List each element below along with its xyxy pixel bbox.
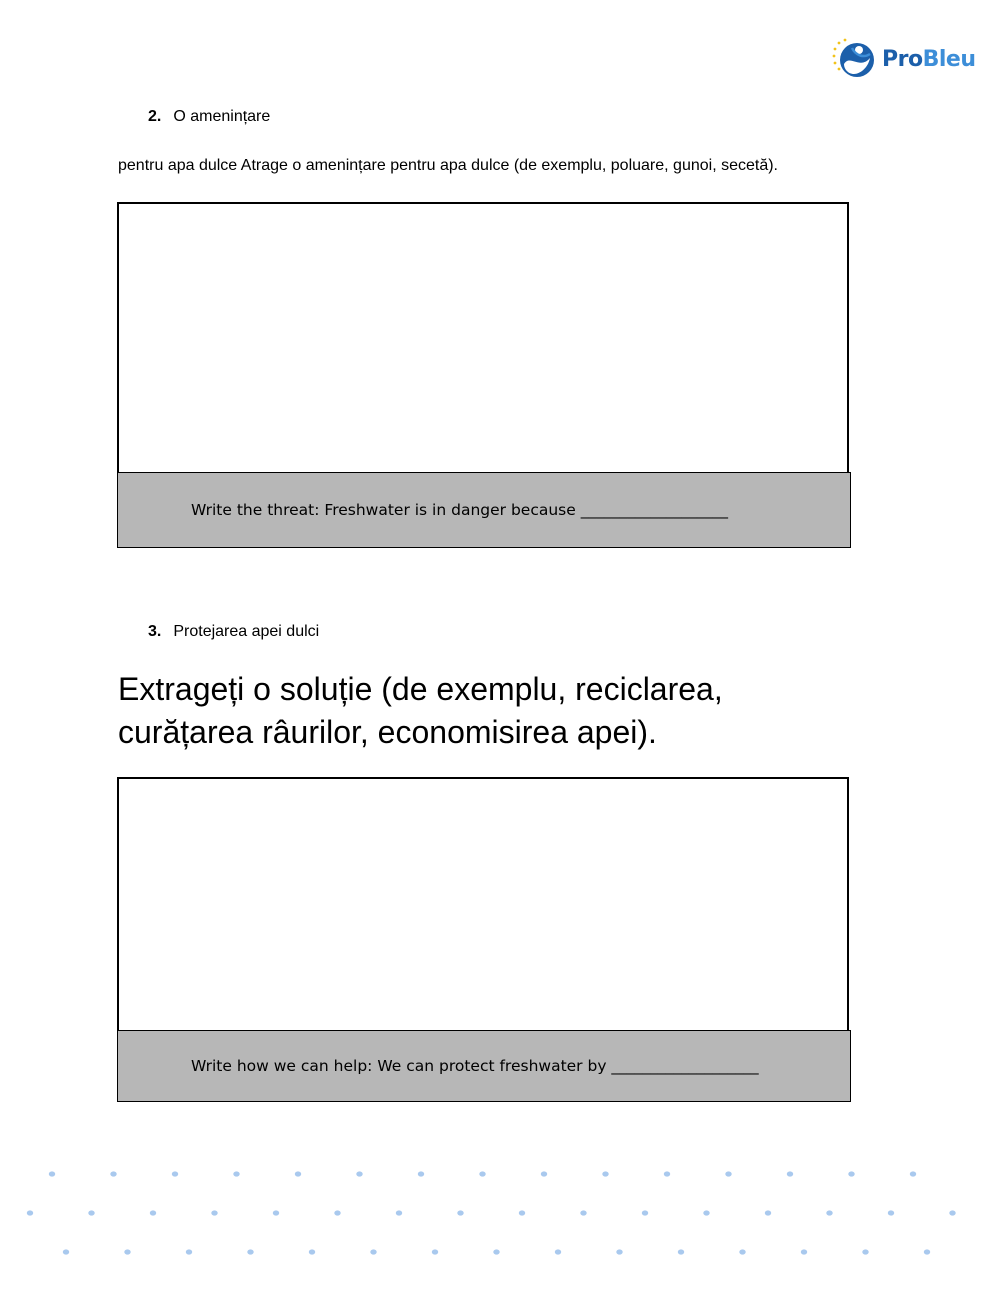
decorative-dot — [432, 1249, 438, 1254]
threat-prompt-text: Write the threat: Freshwater is in danger because ___________________ — [191, 501, 728, 519]
decorative-dot — [862, 1249, 868, 1254]
section-3-instructions: Extrageți o soluție (de exemplu, reciclarea, curățarea râurilor, economisirea apei). — [118, 671, 723, 750]
decorative-dot — [602, 1171, 608, 1176]
decorative-dot — [787, 1171, 793, 1176]
decorative-dot — [273, 1210, 279, 1215]
solution-prompt-text: Write how we can help: We can protect freshwater by ___________________ — [191, 1057, 759, 1075]
decorative-dot — [725, 1171, 731, 1176]
decorative-dot — [493, 1249, 499, 1254]
decorative-dot — [150, 1210, 156, 1215]
decorative-dot — [910, 1171, 916, 1176]
decorative-dot — [172, 1171, 178, 1176]
decorative-dot — [848, 1171, 854, 1176]
section-2-title: O amenințare — [173, 108, 271, 125]
decorative-dot — [233, 1171, 239, 1176]
decorative-dot — [186, 1249, 192, 1254]
decorative-dot — [479, 1171, 485, 1176]
decorative-dot — [124, 1249, 130, 1254]
decorative-dot — [555, 1249, 561, 1254]
decorative-dot — [418, 1171, 424, 1176]
decorative-dot — [541, 1171, 547, 1176]
decorative-dot — [703, 1210, 709, 1215]
decorative-dot — [457, 1210, 463, 1215]
threat-prompt-bar[interactable] — [117, 472, 851, 548]
probleu-logo — [830, 38, 976, 80]
decorative-dot — [247, 1249, 253, 1254]
decorative-dot — [396, 1210, 402, 1215]
decorative-dot — [580, 1210, 586, 1215]
decorative-dot — [110, 1171, 116, 1176]
decorative-dot — [88, 1210, 94, 1215]
decorative-dot — [664, 1171, 670, 1176]
decorative-dot — [27, 1210, 33, 1215]
decorative-dot — [356, 1171, 362, 1176]
decorative-dot — [49, 1171, 55, 1176]
decorative-dot — [739, 1249, 745, 1254]
decorative-dot — [370, 1249, 376, 1254]
decorative-dots-pattern — [0, 1150, 1000, 1280]
section-2-instructions: pentru apa dulce Atrage o amenințare pentru apa dulce (de exemplu, poluare, gunoi, secetă). — [118, 157, 778, 174]
decorative-dot — [519, 1210, 525, 1215]
decorative-dot — [211, 1210, 217, 1215]
decorative-dot — [616, 1249, 622, 1254]
decorative-dot — [309, 1249, 315, 1254]
logo-text — [882, 47, 976, 72]
logo-text-pro: Pro — [882, 46, 923, 72]
solution-drawing-area[interactable] — [117, 777, 849, 1035]
decorative-dot — [949, 1210, 955, 1215]
probleu-emblem-icon — [830, 38, 876, 80]
logo-text-bleu: Bleu — [922, 46, 976, 72]
threat-drawing-area[interactable] — [117, 202, 849, 476]
section-3-heading — [148, 623, 319, 641]
decorative-dot — [295, 1171, 301, 1176]
decorative-dot — [678, 1249, 684, 1254]
decorative-dot — [765, 1210, 771, 1215]
decorative-dot — [888, 1210, 894, 1215]
decorative-dot — [642, 1210, 648, 1215]
section-3-number: 3. — [148, 623, 162, 640]
section-2-heading — [148, 108, 270, 126]
decorative-dot — [826, 1210, 832, 1215]
decorative-dot — [924, 1249, 930, 1254]
solution-prompt-bar[interactable] — [117, 1030, 851, 1102]
decorative-dot — [334, 1210, 340, 1215]
section-2-number: 2. — [148, 108, 162, 125]
decorative-dot — [801, 1249, 807, 1254]
section-3-title: Protejarea apei dulci — [173, 623, 320, 640]
decorative-dot — [63, 1249, 69, 1254]
